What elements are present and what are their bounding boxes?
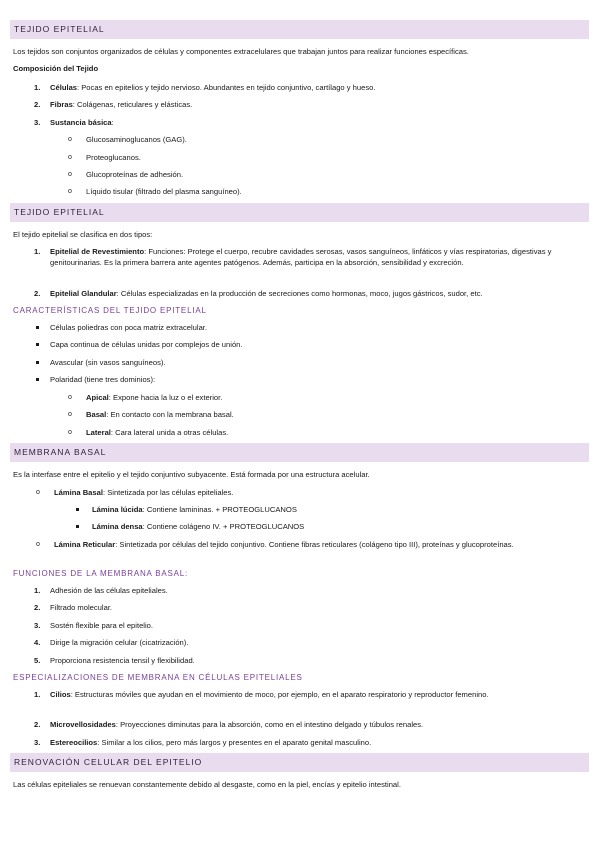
sub-list-item (86, 427, 228, 438)
list-item (50, 99, 192, 110)
sub-list-item (92, 504, 297, 515)
subheading-text: FUNCIONES DE LA MEMBRANA BASAL (13, 569, 186, 578)
definition: : En contacto con la membrana basal. (106, 410, 234, 419)
section-header-tejido-epitelial: TEJIDO EPITELIAL (10, 20, 589, 39)
list-item (54, 539, 578, 550)
definition: : (111, 118, 114, 127)
definition: : Células especializadas en la producción de secreciones como hormonas, moco, jugos gástricos, sudor, etc. (116, 289, 483, 298)
definition: : Sintetizada por células del tejido conjuntivo. Contiene fibras reticulares (colágeno tipo III), proteínas y glucoproteínas. (115, 540, 514, 549)
sub-list-item: Glucosaminoglucanos (GAG). (86, 135, 187, 144)
term: Sustancia básica (50, 118, 112, 127)
term: Lámina densa (92, 522, 143, 531)
square-bullet-icon (76, 508, 79, 511)
list-item (50, 288, 483, 299)
circle-bullet-icon: o (68, 394, 72, 401)
definition: : Cara lateral unida a otras células. (110, 428, 229, 437)
term: Apical (86, 393, 109, 402)
definition: : Expone hacia la luz o el exterior. (108, 393, 223, 402)
sub-list-item: Glucoproteínas de adhesión. (86, 170, 184, 179)
square-bullet-icon (36, 361, 39, 364)
list-item: Filtrado molecular. (50, 603, 113, 612)
circle-bullet-icon: o (68, 136, 72, 143)
list-marker: 3. (34, 118, 41, 127)
list-item: Dirige la migración celular (cicatrización). (50, 638, 189, 647)
definition: : Similar a los cilios, pero más largos y presentes en el aparato genital masculino. (97, 738, 372, 747)
definition: : Pocas en epitelios y tejido nervioso. Abundantes en tejido conjuntivo, cartílago y hueso. (77, 83, 376, 92)
definition: : Sintetizada por las células epiteliales. (102, 488, 234, 497)
composition-heading: Composición del Tejido (13, 64, 99, 73)
subheading-suffix: : (185, 569, 189, 578)
list-item (50, 737, 371, 748)
definition: : Colágenas, reticulares y elásticas. (72, 100, 193, 109)
section-header-membrana-basal: MEMBRANA BASAL (10, 443, 589, 462)
list-item: Avascular (sin vasos sanguíneos). (50, 358, 166, 367)
definition: : Proyecciones diminutas para la absorción, como en el intestino delgado y túbulos renales. (115, 720, 424, 729)
circle-bullet-icon: o (36, 541, 40, 548)
section-header-renovacion: RENOVACIÓN CELULAR DEL EPITELIO (10, 753, 589, 772)
term: Lámina Reticular (54, 540, 116, 549)
intro-paragraph: Los tejidos son conjuntos organizados de células y componentes extracelulares que trabajan juntos para realizar funciones específicas. (13, 47, 469, 56)
section-subheading-funciones (13, 568, 188, 579)
list-item: Polaridad (tiene tres dominios): (50, 375, 156, 384)
sub-list-item: Proteoglucanos. (86, 153, 141, 162)
list-item: Células poliedras con poca matriz extracelular. (50, 323, 208, 332)
definition: : Contiene lamininas. + PROTEOGLUCANOS (142, 505, 297, 514)
circle-bullet-icon: o (68, 188, 72, 195)
square-bullet-icon (36, 378, 39, 381)
definition: : Funciones: Protege el cuerpo, recubre cavidades serosas, vasos sanguíneos, linfáticos y vías respiratorias, digestivas y genitourinarias. Es la primera barrera ante agentes patógenos. Además, participa en la absorción, sensibilidad y excreción. (50, 247, 552, 267)
circle-bullet-icon: o (36, 489, 40, 496)
list-item (54, 487, 233, 498)
sub-list-item (92, 521, 304, 532)
sub-list-item (86, 392, 222, 403)
list-item (50, 246, 578, 268)
list-marker: 2. (34, 100, 41, 109)
list-marker: 1. (34, 586, 41, 595)
section-header-tejido-epitelial-2: TEJIDO EPITELIAL (10, 203, 589, 222)
term: Células (50, 83, 78, 92)
list-marker: 3. (34, 621, 41, 630)
circle-bullet-icon: o (68, 154, 72, 161)
circle-bullet-icon: o (68, 411, 72, 418)
term: Estereocilios (50, 738, 98, 747)
definition: : Contiene colágeno IV. + PROTEOGLUCANOS (142, 522, 305, 531)
square-bullet-icon (76, 525, 79, 528)
membrane-intro: Es la interfase entre el epitelio y el tejido conjuntivo subyacente. Está formada por una estructura acelular. (13, 470, 370, 479)
section-subheading-caracteristicas: CARACTERÍSTICAS DEL TEJIDO EPITELIAL (13, 306, 207, 315)
list-item: Capa continua de células unidas por complejos de unión. (50, 340, 243, 349)
term: Microvellosidades (50, 720, 116, 729)
circle-bullet-icon: o (68, 171, 72, 178)
list-marker: 5. (34, 656, 41, 665)
sub-list-item (86, 409, 234, 420)
definition: : Estructuras móviles que ayudan en el movimiento de moco, por ejemplo, en el aparato respiratorio y reproductor femenino. (70, 690, 489, 699)
list-marker: 2. (34, 289, 41, 298)
term: Epitelial de Revestimiento (50, 247, 145, 256)
term: Basal (86, 410, 107, 419)
list-marker: 3. (34, 738, 41, 747)
list-marker: 4. (34, 638, 41, 647)
list-item (50, 82, 375, 93)
term: Epitelial Glandular (50, 289, 117, 298)
term: Fibras (50, 100, 73, 109)
term: Cilios (50, 690, 71, 699)
circle-bullet-icon: o (68, 429, 72, 436)
list-item: Proporciona resistencia tensil y flexibilidad. (50, 656, 195, 665)
sub-list-item: Líquido tisular (filtrado del plasma sanguíneo). (86, 187, 242, 196)
list-marker: 1. (34, 83, 41, 92)
list-item (50, 689, 550, 700)
square-bullet-icon (36, 326, 39, 329)
list-marker: 1. (34, 690, 41, 699)
list-item (50, 719, 423, 730)
term: Lateral (86, 428, 111, 437)
list-marker: 1. (34, 247, 41, 256)
list-item: Sostén flexible para el epitelio. (50, 621, 154, 630)
list-marker: 2. (34, 603, 41, 612)
list-marker: 2. (34, 720, 41, 729)
classification-intro: El tejido epitelial se clasifica en dos tipos: (13, 230, 153, 239)
square-bullet-icon (36, 343, 39, 346)
list-item (50, 117, 114, 128)
section-subheading-especializaciones: ESPECIALIZACIONES DE MEMBRANA EN CÉLULAS EPITELIALES (13, 673, 303, 682)
list-item: Adhesión de las células epiteliales. (50, 586, 168, 595)
term: Lámina Basal (54, 488, 103, 497)
renewal-paragraph: Las células epiteliales se renuevan constantemente debido al desgaste, como en la piel, encías y epitelio intestinal. (13, 780, 401, 789)
term: Lámina lúcida (92, 505, 143, 514)
